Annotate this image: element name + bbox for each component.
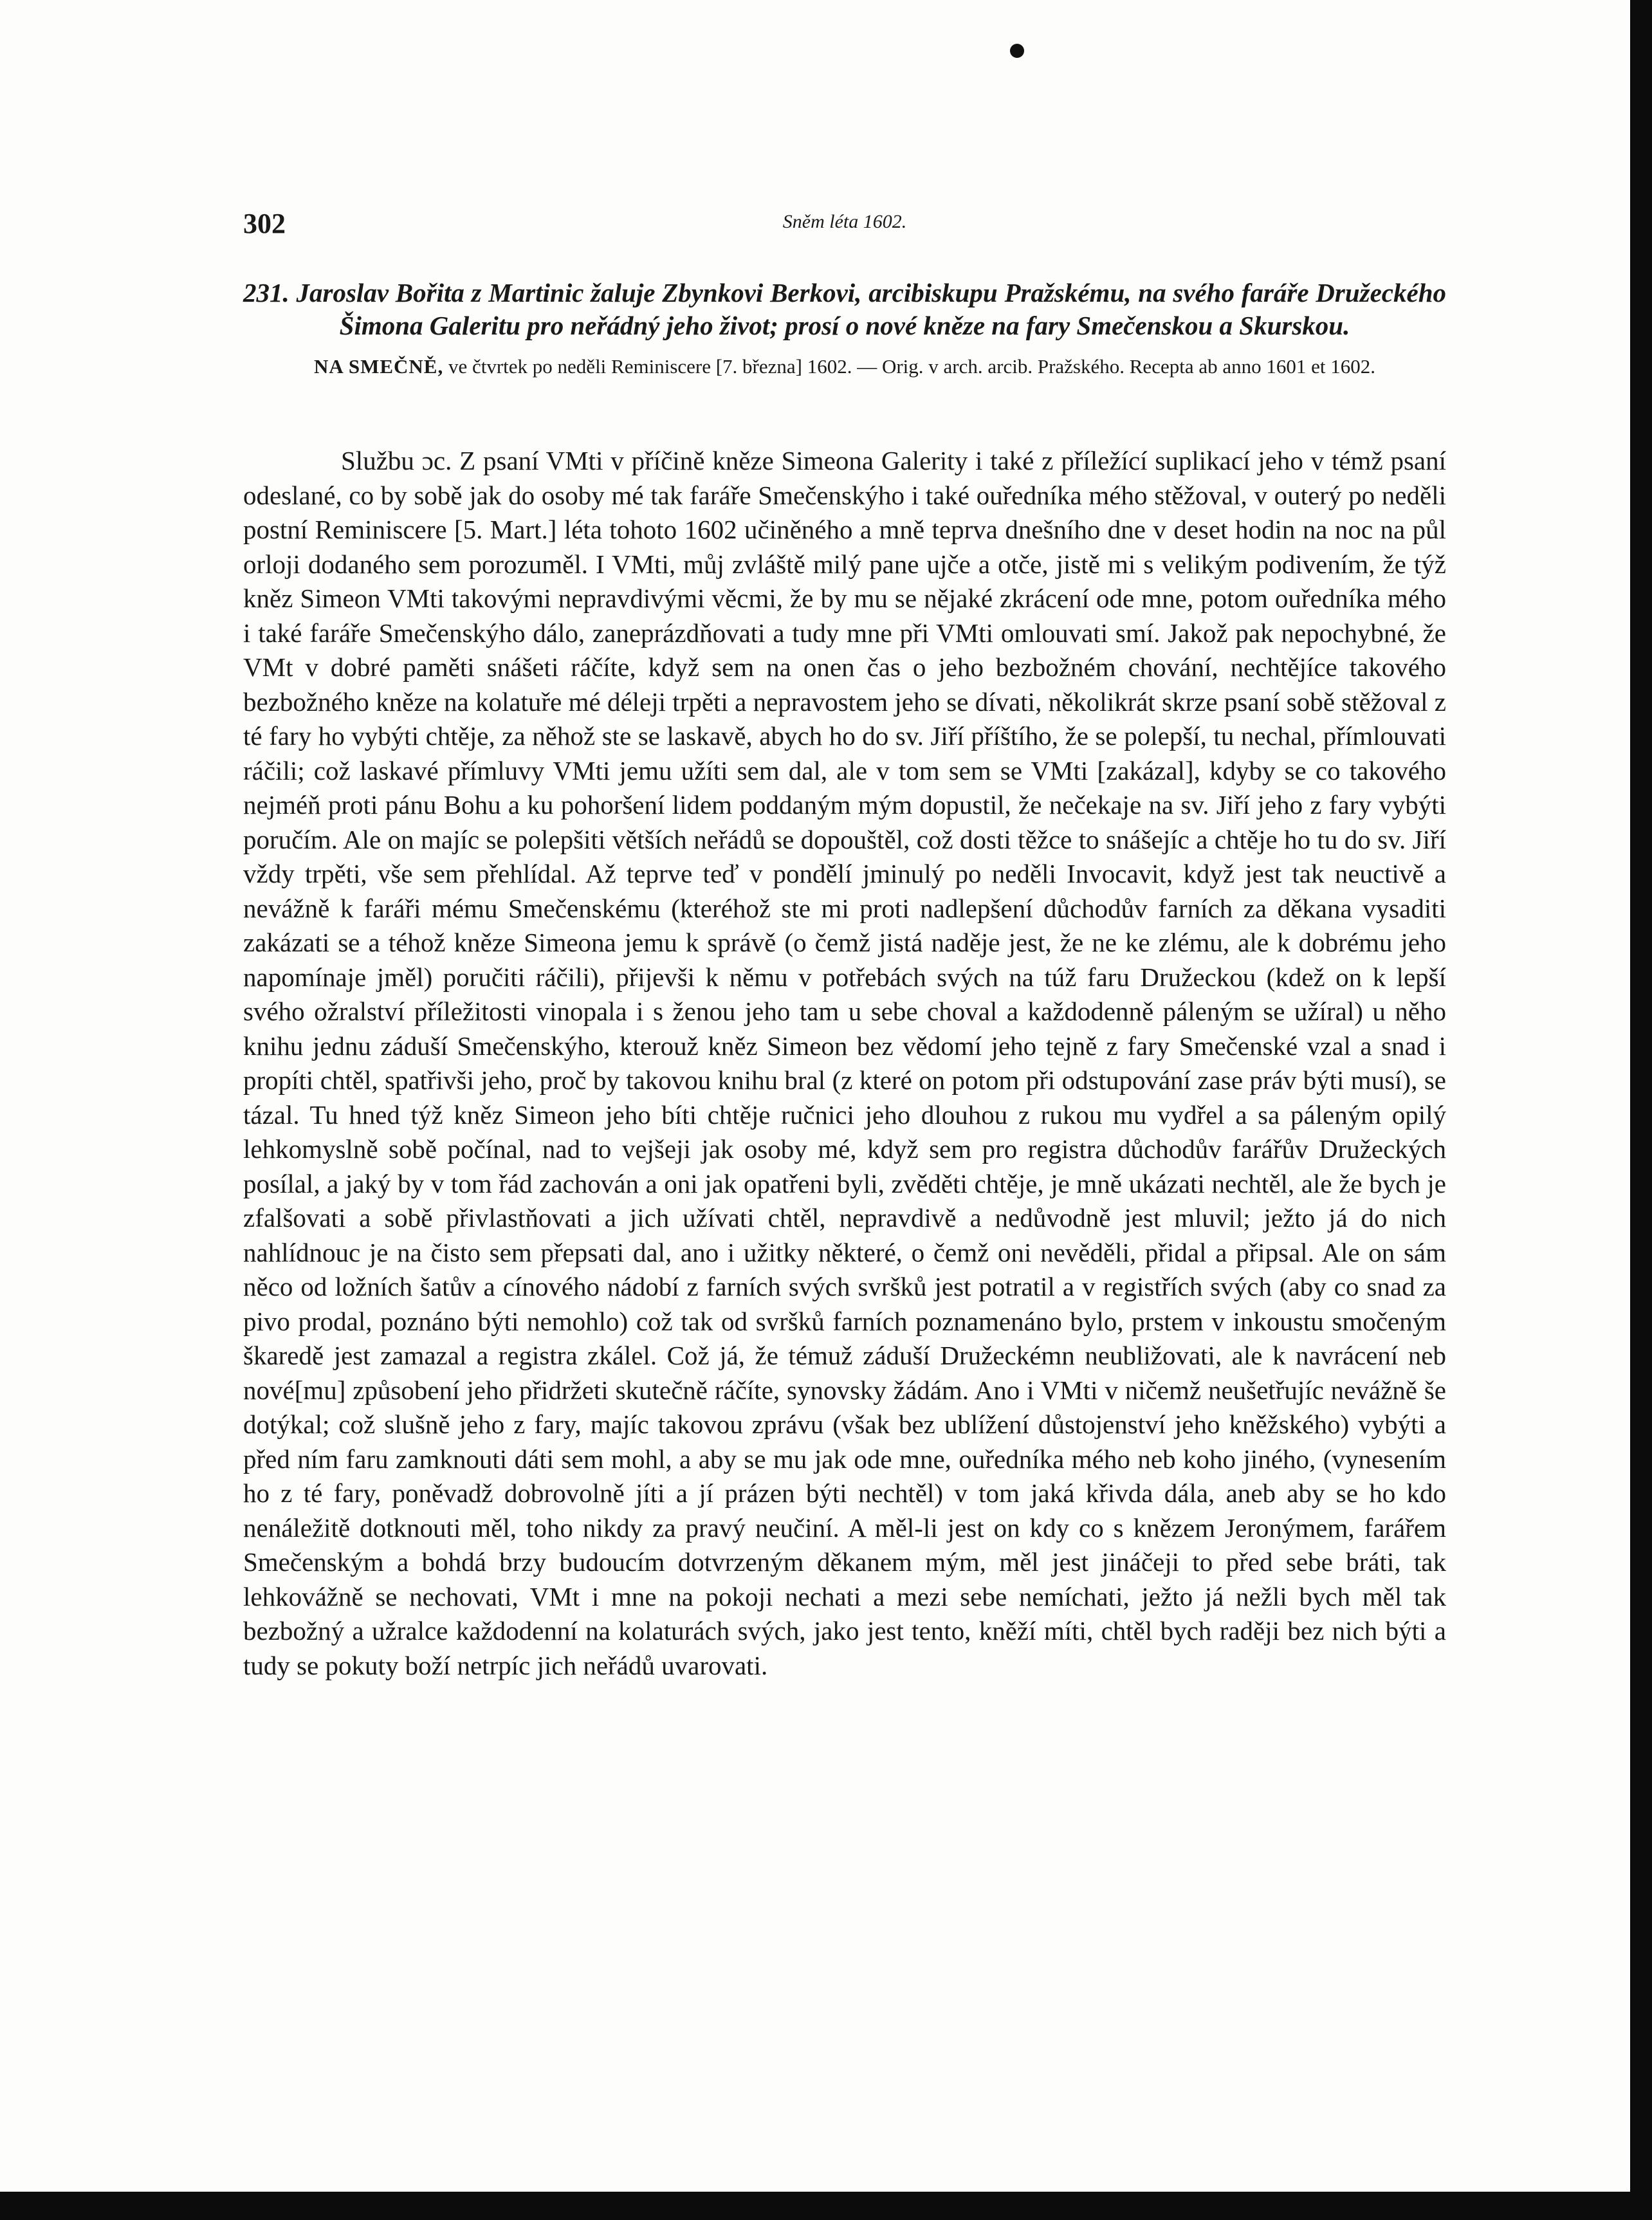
scan-edge-right — [1630, 0, 1652, 2220]
scan-edge-bottom — [0, 2192, 1652, 2220]
document-heading — [243, 277, 1446, 380]
bullet-mark — [1010, 44, 1024, 58]
dateline — [243, 354, 1446, 380]
dateline-source: ve čtvrtek po neděli Reminiscere [7. března] 1602. — Orig. v arch. arcib. Pražského. Recepta ab anno 1601 et 1602. — [448, 355, 1375, 378]
dateline-place: NA SMEČNĚ, — [314, 355, 444, 378]
document-title: Jaroslav Bořita z Martinic žaluje Zbynkovi Berkovi, arcibiskupu Pražskému, na svého faráře Družeckého Šimona Galeritu pro neřádný jeho život; prosí o nové kněze na fary Smečenskou a Skurskou. — [296, 278, 1446, 340]
page-number: 302 — [243, 208, 286, 239]
document-number: 231. — [243, 278, 289, 307]
page-header — [243, 207, 1446, 246]
letter-body: Službu ɔc. Z psaní VMti v příčině kněze Simeona Galerity i také z příležící suplikací jeho v témž psaní odeslané, co by sobě jak do osoby mé tak faráře Smečenskýho i také ouředníka mého stěžoval, v outerý po neděli postní Reminiscere [5. Mart.] léta tohoto 1602 učiněného a mně teprva dnešního dne v deset hodin na noc na půl orloji dodaného sem porozuměl. I VMti, můj zvláště milý pane ujče a otče, jistě mi s velikým podivením, že týž kněz Simeon VMti takovými nepravdivými věcmi, že by mu se nějaké zkrácení ode mne, potom ouředníka mého i také faráře Smečenskýho dálo, zaneprázdňovati a tudy mne při VMti omlouvati smí. Jakož pak nepochybné, že VMt v dobré paměti snášeti ráčíte, když sem na onen čas o jeho bezbožném chování, nechtějíce takového bezbožného kněze na kolatuře mé déleji trpěti a nepravostem jeho se dívati, několikrát skrze psaní sobě stěžoval z té fary ho vybýti chtěje, za něhož ste se laskavě, abych ho do sv. Jiří příštího, že se polepší, tu nechal, přímlouvati ráčili; což laskavé přímluvy VMti jemu užíti sem dal, ale v tom sem se VMti [zakázal], kdyby se co takového nejméň proti pánu Bohu a ku pohoršení lidem poddaným mým dopustil, že nečekaje na sv. Jiří jeho z fary vybýti poručím. Ale on majíc se polepšiti větších neřádů se dopouštěl, což dosti těžce to snášejíc a chtěje ho tu do sv. Jiří vždy trpěti, vše sem přehlídal. Až teprve teď v pondělí jminulý po neděli Invocavit, když jest tak neuctivě a nevážně k faráři mému Smečenskému (kteréhož ste mi proti nadlepšení důchodův farních za děkana vysaditi zakázati se a téhož kněze Simeona jemu k správě (o čemž jistá naděje jest, že ne ke zlému, ale k dobrému jeho napomínaje jměl) poručiti ráčili), přijevši k němu v potřebách svých na túž faru Družeckou (kdež on k lepší svého ožralství příležitosti vinopala i s ženou jeho tam u sebe choval a každodenně páleným se užíral) u něho knihu jednu záduší Smečenskýho, kterouž kněz Simeon bez vědomí jeho tejně z fary Smečenské vzal a snad i propíti chtěl, spatřivši jeho, proč by takovou knihu bral (z které on potom při odstupování zase práv býti musí), se tázal. Tu hned týž kněz Simeon jeho bíti chtěje ručnici jeho dlouhou z rukou mu vydřel a sa páleným opilý lehkomyslně sobě počínal, nad to vejšeji jak osoby mé, když sem pro registra důchodův farářův Družeckých posílal, a jaký by v tom řád zachován a oni jak opatřeni byli, zvěděti chtěje, je mně ukázati nechtěl, ale že bych je zfalšovati a sobě přivlastňovati a jich užívati chtěl, nepravdivě a nedůvodně jest mluvil; ježto já do nich nahlídnouc je na čisto sem přepsati dal, ano i užitky některé, o čemž oni nevěděli, přidal a připsal. Ale on sám něco od ložních šatův a cínového nádobí z farních svých svršků jest potratil a v registřích svých (aby co snad za pivo prodal, poznáno býti nemohlo) což tak od svršků farních poznamenáno bylo, prstem v inkoustu smočeným škaredě jest zamazal a registra zkálel. Což já, že témuž záduší Družeckémn neubližovati, ale k navrácení neb nové[mu] způsobení jeho přidržeti skutečně ráčíte, synovsky žádám. Ano i VMti v ničemž neušetřujíc nevážně še dotýkal; což slušně jeho z fary, majíc takovou zprávu (však bez ublížení důstojenství jeho kněžského) vybýti a před ním faru zamknouti dáti sem mohl, a aby se mu jak ode mne, ouředníka mého neb koho jiného, (vynesením ho z té fary, poněvadž dobrovolně jíti a jí prázen býti nechtěl) v tom jaká křivda dála, aneb aby se ho kdo nenáležitě dotknouti měl, toho nikdy za pravý neučiní. A měl-li jest on kdy co s knězem Jeronýmem, farářem Smečenským a bohdá brzy budoucím dotvrzeným děkanem mým, měl jest jináčeji to před sebe bráti, tak lehkovážně se nechovati, VMt i mne na pokoji nechati a mezi sebe nemíchati, ježto já nežli bych měl tak bezbožný a užralce každodenní na kolaturách svých, jako jest tento, kněží míti, chtěl bych raději bez nich býti a tudy se pokuty boží netrpíc jich neřádů uvarovati. — [243, 446, 1446, 1680]
running-head: Sněm léta 1602. — [782, 211, 907, 232]
document-title-line — [243, 277, 1446, 342]
